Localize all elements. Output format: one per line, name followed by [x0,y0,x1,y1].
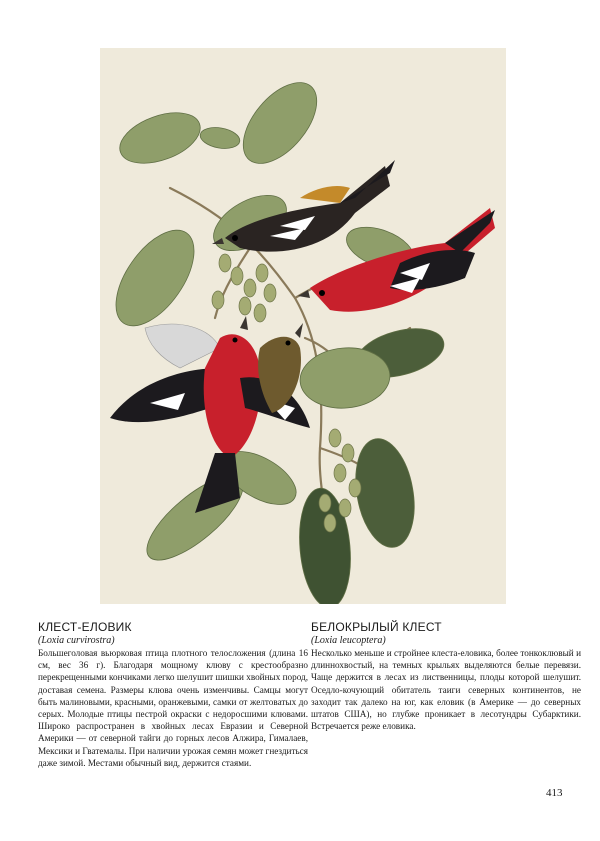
article-body: Большеголовая вьюрковая птица плотного телосложения (длина 16 см, вес 36 г). Благодаря мощному клюву с крестообразно перекрещенными кончиками легко шелушит шишки хвойных пород, доставая семена. Размеры клюва очень изменчивы. Самцы могут быть малиновыми, красными, оранжевыми, самки от желтоватых до серых. Молодые птицы пестрой окраски с недоросшими клювами. Широко распространен в хвойных лесах Евразии и Северной Америки — от северной тайги до горных лесов Алжира, Гималаев, Мексики и Гватемалы. При наличии урожая семян может гнездиться даже зимой. Местами обычный вид, держится стаями. [38,648,308,768]
article-white-winged-crossbill [311,620,581,732]
article-title: КЛЕСТ-ЕЛОВИК [38,620,132,634]
latin-name: (Loxia curvirostra) [38,635,115,646]
article-body: Несколько меньше и стройнее клеста-еловика, более тонкоклювый и длиннохвостый, на темных крыльях выделяются белые перевязи. Чаще держится в лесах из лиственницы, плоды которой шелушит. Оседло-кочующий обитатель таиги северных континентов, не заходит так далеко на юг, как еловик (в Америке — до северных штатов США), но глубже проникает в лесотундры Субарктики. Встречается реже еловика. [311,648,581,732]
page-number: 413 [546,787,563,799]
latin-name: (Loxia leucoptera) [311,635,386,646]
crossbill-illustration [100,48,506,604]
article-white-winged-red-crossbill [38,620,308,769]
article-title: БЕЛОКРЫЛЫЙ КЛЕСТ [311,620,442,634]
bird-illustration-plate [100,48,506,604]
